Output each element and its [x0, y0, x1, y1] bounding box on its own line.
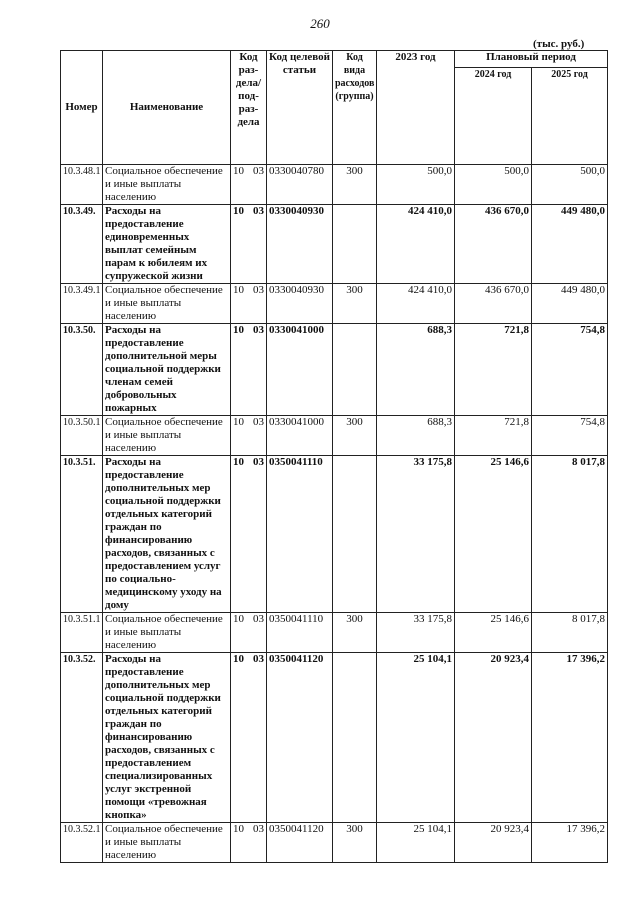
row-section: 10: [233, 165, 244, 177]
row-subsection: 03: [253, 324, 264, 336]
row-section: 10: [233, 613, 244, 625]
row-section-code: [231, 613, 267, 653]
row-amount-2023: 424 410,0: [377, 284, 455, 324]
row-name: Расходы на предоставление единовременных выплат семейным парам к юбилеям их супружеской жизни: [103, 205, 231, 284]
table-row: [61, 823, 608, 863]
row-number: 10.3.51.: [61, 456, 103, 613]
row-name: Социальное обеспечение и иные выплаты населению: [103, 416, 231, 456]
row-number: 10.3.48.1: [61, 165, 103, 205]
row-kind-code: [333, 456, 377, 613]
table-row: [61, 324, 608, 416]
row-amount-2025: 17 396,2: [532, 823, 608, 863]
row-kind-code: [333, 324, 377, 416]
row-amount-2024: 20 923,4: [455, 823, 532, 863]
budget-table: [60, 50, 608, 863]
row-section: 10: [233, 456, 244, 468]
row-section-code: [231, 205, 267, 284]
row-subsection: 03: [253, 165, 264, 177]
row-amount-2024: 721,8: [455, 416, 532, 456]
row-number: 10.3.49.: [61, 205, 103, 284]
row-kind-code: 300: [333, 284, 377, 324]
row-name: Социальное обеспечение и иные выплаты населению: [103, 613, 231, 653]
row-target-code: 0330041000: [267, 416, 333, 456]
row-amount-2024: 25 146,6: [455, 456, 532, 613]
header-2025: 2025 год: [532, 68, 608, 165]
header-section: Код раз-дела/ под-раз-дела: [231, 51, 267, 165]
row-name: Расходы на предоставление дополнительных мер социальной поддержки отдельных категорий граждан по финансированию расходов, связанных с предоставлением специализированных услуг экстренной помощи «тревожная кнопка»: [103, 653, 231, 823]
row-section: 10: [233, 653, 244, 665]
row-target-code: 0350041120: [267, 653, 333, 823]
row-amount-2025: 449 480,0: [532, 284, 608, 324]
row-target-code: 0330040930: [267, 284, 333, 324]
row-amount-2023: 688,3: [377, 416, 455, 456]
row-section: 10: [233, 324, 244, 336]
row-number: 10.3.52.: [61, 653, 103, 823]
row-amount-2023: 33 175,8: [377, 613, 455, 653]
table-row: [61, 456, 608, 613]
row-amount-2025: 500,0: [532, 165, 608, 205]
row-section-code: [231, 416, 267, 456]
header-2024: 2024 год: [455, 68, 532, 165]
row-kind-code: 300: [333, 416, 377, 456]
row-amount-2023: 25 104,1: [377, 823, 455, 863]
row-target-code: 0350041120: [267, 823, 333, 863]
row-kind-code: 300: [333, 165, 377, 205]
table-row: [61, 653, 608, 823]
row-subsection: 03: [253, 823, 264, 835]
row-section-code: [231, 653, 267, 823]
row-amount-2024: 436 670,0: [455, 205, 532, 284]
row-amount-2023: 33 175,8: [377, 456, 455, 613]
row-subsection: 03: [253, 284, 264, 296]
row-amount-2025: 754,8: [532, 324, 608, 416]
row-name: Расходы на предоставление дополнительных мер социальной поддержки отдельных категорий граждан по финансированию расходов, связанных с предоставлением услуг по социально-медицинскому уходу на дому: [103, 456, 231, 613]
row-amount-2023: 424 410,0: [377, 205, 455, 284]
row-target-code: 0350041110: [267, 613, 333, 653]
row-kind-code: [333, 653, 377, 823]
row-amount-2025: 449 480,0: [532, 205, 608, 284]
row-section-code: [231, 165, 267, 205]
header-number: Номер: [61, 51, 103, 165]
table-row: [61, 165, 608, 205]
page-number: 260: [310, 16, 330, 31]
row-amount-2024: 436 670,0: [455, 284, 532, 324]
row-name: Социальное обеспечение и иные выплаты населению: [103, 284, 231, 324]
row-number: 10.3.51.1: [61, 613, 103, 653]
header-target: Код целевой статьи: [267, 51, 333, 165]
table-row: [61, 613, 608, 653]
row-name: Социальное обеспечение и иные выплаты населению: [103, 823, 231, 863]
header-2023: 2023 год: [377, 51, 455, 165]
row-subsection: 03: [253, 456, 264, 468]
row-target-code: 0350041110: [267, 456, 333, 613]
row-subsection: 03: [253, 613, 264, 625]
row-section-code: [231, 823, 267, 863]
header-name: Наименование: [103, 51, 231, 165]
row-number: 10.3.50.: [61, 324, 103, 416]
row-target-code: 0330040780: [267, 165, 333, 205]
row-amount-2024: 500,0: [455, 165, 532, 205]
row-name: Расходы на предоставление дополнительной меры социальной поддержки членам семей добровольных пожарных: [103, 324, 231, 416]
row-section-code: [231, 284, 267, 324]
row-amount-2024: 20 923,4: [455, 653, 532, 823]
row-section: 10: [233, 823, 244, 835]
row-amount-2023: 25 104,1: [377, 653, 455, 823]
row-amount-2025: 8 017,8: [532, 613, 608, 653]
row-subsection: 03: [253, 205, 264, 217]
row-amount-2025: 8 017,8: [532, 456, 608, 613]
row-number: 10.3.52.1: [61, 823, 103, 863]
row-kind-code: 300: [333, 613, 377, 653]
row-subsection: 03: [253, 416, 264, 428]
row-name: Социальное обеспечение и иные выплаты населению: [103, 165, 231, 205]
row-amount-2025: 754,8: [532, 416, 608, 456]
row-section: 10: [233, 205, 244, 217]
row-amount-2023: 500,0: [377, 165, 455, 205]
row-subsection: 03: [253, 653, 264, 665]
row-section-code: [231, 324, 267, 416]
row-target-code: 0330040930: [267, 205, 333, 284]
units-label: (тыс. руб.): [533, 38, 585, 50]
row-amount-2025: 17 396,2: [532, 653, 608, 823]
row-amount-2024: 25 146,6: [455, 613, 532, 653]
header-planned-period: Плановый период: [455, 51, 608, 68]
row-number: 10.3.49.1: [61, 284, 103, 324]
table-row: [61, 416, 608, 456]
row-target-code: 0330041000: [267, 324, 333, 416]
table-row: [61, 284, 608, 324]
row-section: 10: [233, 416, 244, 428]
row-kind-code: [333, 205, 377, 284]
row-section: 10: [233, 284, 244, 296]
header-kind: Код вида расходов (группа): [333, 51, 377, 165]
row-amount-2024: 721,8: [455, 324, 532, 416]
row-section-code: [231, 456, 267, 613]
row-number: 10.3.50.1: [61, 416, 103, 456]
row-amount-2023: 688,3: [377, 324, 455, 416]
table-row: [61, 205, 608, 284]
row-kind-code: 300: [333, 823, 377, 863]
